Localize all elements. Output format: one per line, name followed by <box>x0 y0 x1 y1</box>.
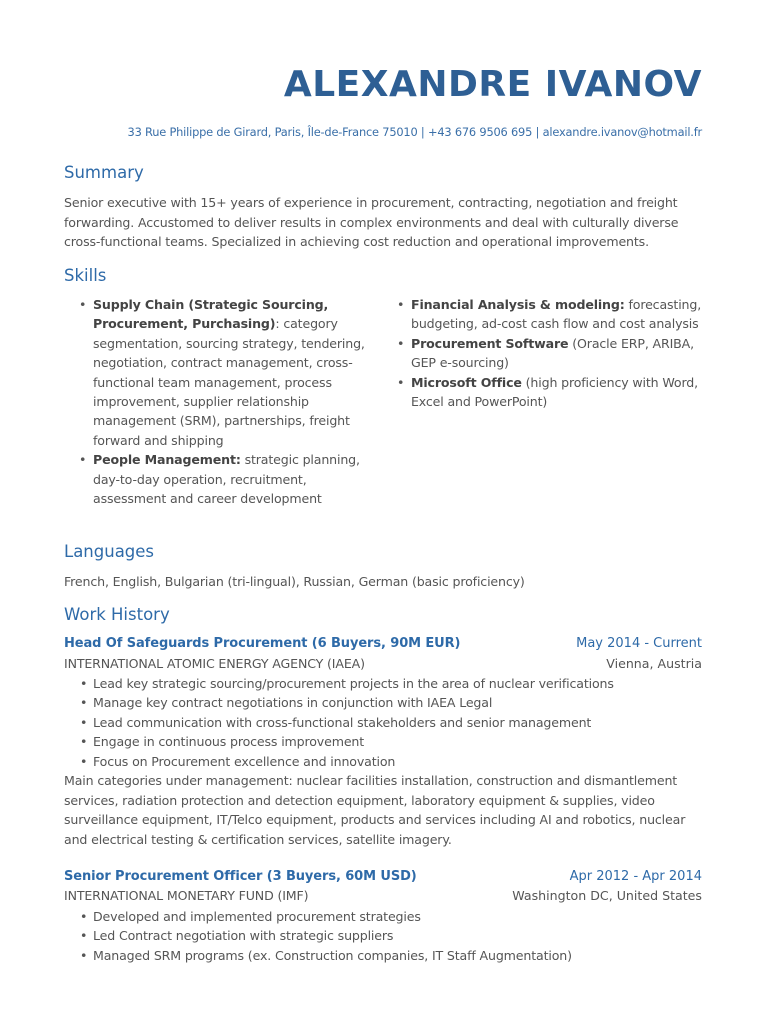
skill-detail: : category segmentation, sourcing strategy, tendering, negotiation, contract management, cross-functional team management, process improvement, supplier relationship management (SRM), partnerships, freight forward and shipping <box>93 316 365 448</box>
languages-heading: Languages <box>64 542 155 561</box>
candidate-name: ALEXANDRE IVANOV <box>283 64 702 105</box>
job-location: Vienna, Austria <box>606 656 702 671</box>
bullet-icon: • <box>80 714 88 730</box>
skill-detail: forecasting, budgeting, ad-cost cash flow and cost analysis <box>411 297 702 332</box>
summary-heading: Summary <box>64 163 144 182</box>
job-location: Washington DC, United States <box>512 888 702 903</box>
bullet-icon: • <box>397 335 405 351</box>
job-title: Senior Procurement Officer (3 Buyers, 60M USD) <box>64 869 417 884</box>
languages-text: French, English, Bulgarian (tri-lingual), Russian, German (basic proficiency) <box>64 574 525 589</box>
bullet-text: Lead communication with cross-functional stakeholders and senior management <box>93 714 592 730</box>
skill-item <box>79 450 371 508</box>
skill-name: Financial Analysis & modeling: <box>411 297 625 312</box>
bullet-text: Manage key contract negotiations in conjunction with IAEA Legal <box>93 695 493 711</box>
bullet-text: Led Contract negotiation with strategic suppliers <box>93 928 394 944</box>
list-item <box>80 907 572 926</box>
job-organization: INTERNATIONAL ATOMIC ENERGY AGENCY (IAEA) <box>64 656 365 671</box>
skill-detail: strategic planning, day-to-day operation, recruitment, assessment and career development <box>93 452 360 507</box>
skill-item <box>397 295 707 334</box>
skill-name: Supply Chain (Strategic Sourcing, Procurement, Purchasing) <box>93 297 329 332</box>
bullet-text: Developed and implemented procurement strategies <box>93 909 421 924</box>
bullet-icon: • <box>79 297 87 312</box>
list-item <box>80 693 614 712</box>
job-bullets <box>80 674 614 771</box>
skill-detail: (Oracle ERP, ARIBA, GEP e-sourcing) <box>411 335 694 371</box>
bullet-icon: • <box>397 374 405 390</box>
job-bullets <box>80 907 572 965</box>
bullet-text: Lead key strategic sourcing/procurement projects in the area of nuclear verifications <box>93 676 614 691</box>
skills-left-list <box>79 295 371 508</box>
bullet-text: Managed SRM programs (ex. Construction companies, IT Staff Augmentation) <box>93 947 572 963</box>
skill-item <box>79 295 371 450</box>
bullet-icon: • <box>397 297 405 312</box>
bullet-icon: • <box>80 676 88 691</box>
skill-name: Procurement Software <box>411 335 569 351</box>
skill-name: People Management: <box>93 452 241 468</box>
job-title: Head Of Safeguards Procurement (6 Buyers, 90M EUR) <box>64 636 461 651</box>
summary-text: Senior executive with 15+ years of experience in procurement, contracting, negotiation and freight forwarding. Accustomed to deliver results in complex environments and deal with culturally diverse cross-functional teams. Specialized in achieving cost reduction and operational improvements. <box>64 195 679 249</box>
list-item <box>80 713 614 732</box>
list-item <box>80 732 614 751</box>
bullet-icon: • <box>80 734 88 750</box>
skill-item <box>397 373 707 412</box>
list-item <box>80 674 614 693</box>
bullet-text: Focus on Procurement excellence and innovation <box>93 753 396 769</box>
bullet-icon: • <box>80 947 88 963</box>
skills-right-list <box>397 295 707 411</box>
contact-line: 33 Rue Philippe de Girard, Paris, Île-de-France 75010 | +43 676 9506 695 | alexandre.ivanov@hotmail.fr <box>127 125 702 139</box>
list-item <box>80 752 614 771</box>
job-dates: May 2014 - Current <box>576 636 702 651</box>
bullet-text: Engage in continuous process improvement <box>93 734 365 750</box>
skill-name: Microsoft Office <box>411 374 522 390</box>
skill-item <box>397 334 707 373</box>
list-item <box>80 926 572 945</box>
job-organization: INTERNATIONAL MONETARY FUND (IMF) <box>64 888 309 903</box>
skill-detail: (high proficiency with Word, Excel and PowerPoint) <box>411 374 698 410</box>
job-dates: Apr 2012 - Apr 2014 <box>569 869 702 884</box>
skills-heading: Skills <box>64 266 107 285</box>
bullet-icon: • <box>80 695 88 711</box>
work-history-heading: Work History <box>64 605 170 624</box>
list-item <box>80 946 572 965</box>
bullet-icon: • <box>80 928 88 944</box>
bullet-icon: • <box>80 753 88 769</box>
bullet-icon: • <box>80 909 88 924</box>
bullet-icon: • <box>79 452 87 468</box>
job-categories-text: Main categories under management: nuclear facilities installation, construction and dismantlement services, radiation protection and detection equipment, laboratory equipment & supplies, video surveillance equipment, IT/Telco equipment, products and services including AI and robotics, nuclear and electrical testing & certification services, satellite imagery. <box>64 773 686 847</box>
